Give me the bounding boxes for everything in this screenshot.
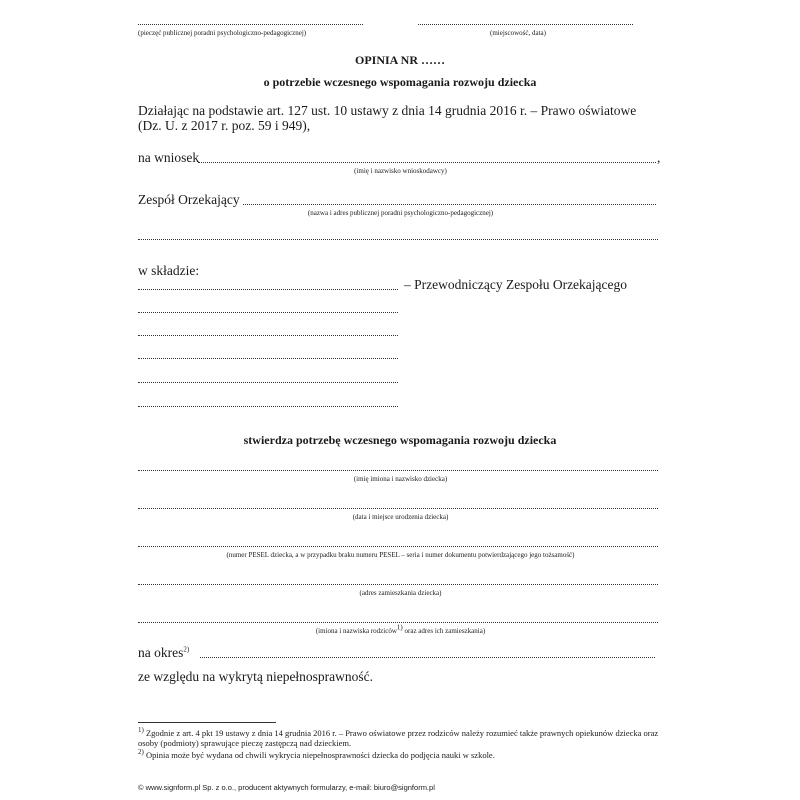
page-footer: © www.signform.pl Sp. z o.o., producent aktywnych formularzy, e-mail: biuro@signform.pl: [138, 783, 435, 792]
member-field-2[interactable]: [138, 335, 398, 336]
child-address-caption: (adres zamieszkania dziecka): [359, 589, 442, 597]
period-label: na okres$^{2)}$: [138, 645, 190, 660]
team-label: Zespół Orzekający: [138, 192, 240, 207]
clinic-name-field[interactable]: [243, 204, 656, 205]
member-field-4[interactable]: [138, 382, 398, 383]
reason-text: ze względu na wykrytą niepełnosprawność.: [138, 669, 374, 684]
child-birth-field[interactable]: [138, 508, 658, 509]
opinion-title: OPINIA NR ……: [354, 53, 445, 67]
footnote-2: $^{2)}$ Opinia może być wydana od chwili wykrycia niepełnosprawności dziecka do podjęcia nauki w szkole.: [138, 748, 495, 760]
period-field[interactable]: [200, 657, 655, 658]
child-name-field[interactable]: [138, 470, 658, 471]
opinion-subtitle: o potrzebie wczesnego wspomagania rozwoju dziecka: [263, 75, 537, 89]
member-field-3[interactable]: [138, 358, 398, 359]
child-pesel-caption: (numer PESEL dziecka, a w przypadku braku numeru PESEL – seria i numer dokumentu potwierdzającego jego tożsamość): [226, 551, 575, 559]
place-date-line[interactable]: [418, 24, 633, 25]
child-name-caption: (imię imiona i nazwisko dziecka): [353, 475, 448, 483]
requester-name-field[interactable]: [198, 162, 656, 163]
child-birth-caption: (data i miejsce urodzenia dziecka): [352, 513, 449, 521]
composition-label: w składzie:: [138, 263, 200, 278]
clinic-caption: (nazwa i adres publicznej poradni psychologiczno-pedagogicznej): [307, 209, 494, 217]
requester-caption: (imię i nazwisko wnioskodawcy): [354, 167, 447, 175]
parents-caption: (imiona i nazwiska rodziców$^{1)}$ oraz adres ich zamieszkania): [315, 623, 486, 635]
statement-heading: stwierdza potrzebę wczesnego wspomagania rozwoju dziecka: [243, 433, 557, 447]
place-date-caption: (miejscowość, data): [490, 29, 546, 37]
member-field-1[interactable]: [138, 312, 398, 313]
stamp-line[interactable]: [138, 24, 363, 25]
legal-basis-text: Działając na podstawie art. 127 ust. 10 ustawy z dnia 14 grudnia 2016 r. – Prawo oświatowe (Dz. U. z 2017 r. poz. 59 i 949),: [138, 103, 637, 133]
chair-role-label: – Przewodniczący Zespołu Orzekającego: [404, 277, 628, 292]
child-pesel-field[interactable]: [138, 546, 658, 547]
request-comma: ,: [657, 150, 661, 165]
clinic-address-field[interactable]: [138, 239, 658, 240]
chair-name-field[interactable]: [138, 289, 398, 290]
member-field-5[interactable]: [138, 406, 398, 407]
footnote-1: $^{1)}$ Zgodnie z art. 4 pkt 19 ustawy z dnia 14 grudnia 2016 r. – Prawo oświatowe przez rodziców należy rozumieć także prawnych opiekunów dziecka oraz osoby (podmioty) sprawujące pieczę zastępczą nad dzieckiem.: [138, 726, 659, 748]
footnote-separator: [138, 722, 276, 723]
stamp-caption: (pieczęć publicznej poradni psychologiczno-pedagogicznej): [138, 29, 307, 37]
request-label: na wniosek: [138, 150, 200, 165]
child-address-field[interactable]: [138, 584, 658, 585]
